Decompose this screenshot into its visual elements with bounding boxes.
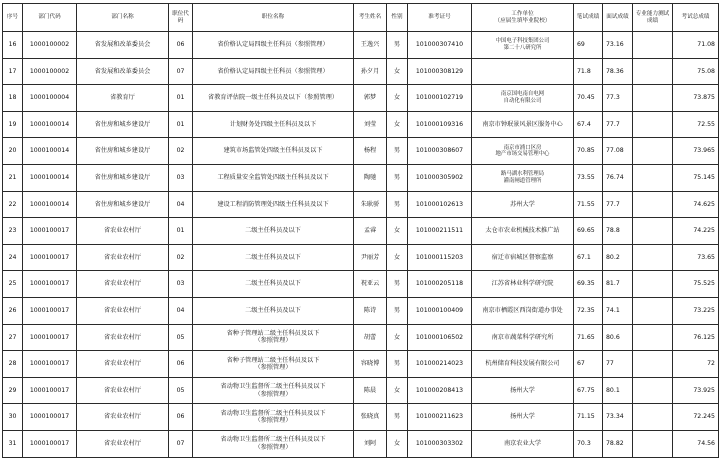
cell-pos-name-line: （参照管理）	[254, 363, 292, 371]
cell-gender: 男	[387, 164, 408, 191]
cell-dept-code: 1000100014	[23, 138, 77, 165]
cell-pos-name: 计划财务处四级主任科员及以下	[193, 111, 354, 138]
cell-pos-code: 04	[169, 297, 193, 324]
cell-exam-no: 101000100409	[408, 297, 472, 324]
cell-seq: 25	[3, 271, 23, 298]
cell-pro-score	[633, 111, 673, 138]
header-exam-no: 准考证号	[408, 4, 472, 32]
header-interview: 面试成绩	[603, 4, 633, 32]
header-work-unit	[472, 4, 574, 32]
cell-work-unit-line: 路马湖水利管理局	[500, 171, 545, 178]
cell-dept-code: 1000100014	[23, 191, 77, 218]
cell-pos-name-line: 省种子管理站二级主任科员及以下	[226, 329, 320, 337]
cell-total-score: 73.875	[673, 85, 719, 112]
cell-total-score: 76.125	[673, 324, 719, 351]
cell-dept-code: 1000100014	[23, 164, 77, 191]
cell-dept-code: 1000100017	[23, 404, 77, 431]
cell-pro-score	[633, 324, 673, 351]
cell-interview-score: 77.7	[603, 191, 633, 218]
cell-exam-no: 101000308129	[408, 58, 472, 85]
cell-interview-score: 80.2	[603, 244, 633, 271]
cell-seq: 22	[3, 191, 23, 218]
cell-pos-name	[193, 430, 354, 457]
cell-pos-name	[193, 351, 354, 378]
cell-exam-no: 101000307410	[408, 32, 472, 59]
cell-work-unit-line: 南京市蔬菜科学研究所	[491, 333, 554, 341]
cell-work-unit-line: 苏州大学	[510, 200, 535, 208]
cell-total-score: 74.625	[673, 191, 719, 218]
cell-written-score: 67.75	[574, 377, 603, 404]
cell-pos-name	[193, 377, 354, 404]
cell-written-score: 71.15	[574, 404, 603, 431]
cell-pro-score	[633, 351, 673, 378]
cell-work-unit-line: 杭州储育科技发展有限公司	[485, 360, 560, 368]
cell-interview-score: 78.36	[603, 58, 633, 85]
cell-seq: 20	[3, 138, 23, 165]
cell-dept-code: 1000100017	[23, 218, 77, 245]
cell-written-score: 70.85	[574, 138, 603, 165]
cell-work-unit-line: 扬州大学	[510, 413, 535, 421]
cell-candidate-name: 陈晨	[354, 377, 387, 404]
cell-total-score: 74.56	[673, 430, 719, 457]
cell-pro-score	[633, 32, 673, 59]
cell-candidate-name: 容晓博	[354, 351, 387, 378]
cell-dept-code: 1000100017	[23, 430, 77, 457]
cell-interview-score: 81.7	[603, 271, 633, 298]
cell-pos-name: 建设工程消防管理处四级主任科员及以下	[193, 191, 354, 218]
table-row	[3, 111, 719, 138]
cell-candidate-name: 王逸兴	[354, 32, 387, 59]
cell-written-score: 70.45	[574, 85, 603, 112]
cell-candidate-name: 刘莹	[354, 111, 387, 138]
table-row	[3, 351, 719, 378]
cell-interview-score: 78.8	[603, 218, 633, 245]
cell-seq: 17	[3, 58, 23, 85]
cell-pos-code: 06	[169, 404, 193, 431]
cell-seq: 21	[3, 164, 23, 191]
table-row	[3, 138, 719, 165]
cell-dept-code: 1000100002	[23, 32, 77, 59]
cell-dept-code: 1000100017	[23, 297, 77, 324]
cell-pro-score	[633, 191, 673, 218]
cell-seq: 26	[3, 297, 23, 324]
cell-work-unit-line: 扬州大学	[510, 386, 535, 394]
cell-exam-no: 101000305902	[408, 164, 472, 191]
cell-dept-name: 省发展和改革委员会	[77, 58, 169, 85]
cell-exam-no: 101000211623	[408, 404, 472, 431]
cell-gender: 男	[387, 191, 408, 218]
cell-pos-name-line: （参照管理）	[254, 390, 292, 398]
cell-gender: 女	[387, 324, 408, 351]
table-body	[3, 32, 719, 458]
cell-candidate-name: 孟睿	[354, 218, 387, 245]
cell-written-score: 71.55	[574, 191, 603, 218]
cell-dept-name: 省发展和改革委员会	[77, 32, 169, 59]
cell-pos-name-line: （参照管理）	[254, 417, 292, 425]
cell-work-unit	[472, 404, 574, 431]
cell-pos-code: 03	[169, 271, 193, 298]
cell-exam-no: 101000102719	[408, 85, 472, 112]
cell-seq: 16	[3, 32, 23, 59]
cell-dept-code: 1000100017	[23, 324, 77, 351]
cell-total-score: 74.225	[673, 218, 719, 245]
cell-work-unit	[472, 271, 574, 298]
cell-dept-code: 1000100017	[23, 244, 77, 271]
cell-pos-name-line: 省动物卫生监督所二级主任科员及以下	[220, 409, 326, 417]
header-total: 考试总成绩	[673, 4, 719, 32]
cell-work-unit	[472, 138, 574, 165]
cell-work-unit	[472, 111, 574, 138]
cell-gender: 男	[387, 404, 408, 431]
cell-pos-name: 省教育评估院一级主任科员及以下（参照管理）	[193, 85, 354, 112]
cell-seq: 18	[3, 85, 23, 112]
cell-total-score: 73.925	[673, 377, 719, 404]
cell-candidate-name: 孙夕月	[354, 58, 387, 85]
cell-candidate-name: 尹丽芳	[354, 244, 387, 271]
cell-dept-name: 省农业农村厅	[77, 218, 169, 245]
cell-pos-name: 省价格认定局四级主任科员（参照管理）	[193, 32, 354, 59]
cell-gender: 男	[387, 351, 408, 378]
cell-work-unit	[472, 244, 574, 271]
cell-dept-code: 1000100017	[23, 377, 77, 404]
cell-pos-code: 02	[169, 244, 193, 271]
header-seq: 序号	[3, 4, 23, 32]
cell-work-unit-line: 南京市栖霞区西岗街道办事处	[482, 307, 563, 315]
cell-pos-code: 04	[169, 191, 193, 218]
table-row	[3, 244, 719, 271]
cell-dept-name: 省住房和城乡建设厅	[77, 164, 169, 191]
table-row	[3, 218, 719, 245]
cell-work-unit	[472, 85, 574, 112]
cell-pos-name-line: （参照管理）	[254, 337, 292, 345]
cell-exam-no: 101000109316	[408, 111, 472, 138]
cell-candidate-name: 朱耿骄	[354, 191, 387, 218]
cell-interview-score: 73.16	[603, 32, 633, 59]
cell-gender: 女	[387, 85, 408, 112]
table-row	[3, 58, 719, 85]
cell-work-unit	[472, 377, 574, 404]
cell-written-score: 67	[574, 351, 603, 378]
cell-total-score: 73.965	[673, 138, 719, 165]
cell-dept-code: 1000100014	[23, 111, 77, 138]
cell-work-unit	[472, 191, 574, 218]
cell-work-unit-line: 地产市场交易管理中心	[495, 151, 550, 158]
cell-candidate-name: 刘阿	[354, 430, 387, 457]
cell-work-unit-line: 太仓市农业机械技术推广站	[485, 227, 560, 235]
cell-exam-no: 101000214023	[408, 351, 472, 378]
cell-pro-score	[633, 138, 673, 165]
cell-pos-code: 01	[169, 111, 193, 138]
cell-dept-name: 省农业农村厅	[77, 324, 169, 351]
cell-interview-score: 78.82	[603, 430, 633, 457]
cell-dept-code: 1000100017	[23, 271, 77, 298]
cell-gender: 女	[387, 244, 408, 271]
cell-written-score: 71.8	[574, 58, 603, 85]
cell-exam-no: 101000308607	[408, 138, 472, 165]
cell-pos-name-line: 省动物卫生监督所二级主任科员及以下	[220, 383, 326, 391]
cell-pos-code: 01	[169, 218, 193, 245]
table-row	[3, 377, 719, 404]
cell-written-score: 69	[574, 32, 603, 59]
header-written: 笔试成绩	[574, 4, 603, 32]
cell-pro-score	[633, 58, 673, 85]
cell-gender: 女	[387, 58, 408, 85]
cell-work-unit	[472, 297, 574, 324]
cell-exam-no: 101000102613	[408, 191, 472, 218]
cell-interview-score: 76.74	[603, 164, 633, 191]
cell-gender: 女	[387, 111, 408, 138]
header-row	[3, 4, 719, 32]
cell-pro-score	[633, 404, 673, 431]
cell-pos-code: 05	[169, 324, 193, 351]
cell-total-score: 75.08	[673, 58, 719, 85]
cell-work-unit-line: 南京市浦口区房	[503, 144, 542, 151]
cell-dept-name: 省农业农村厅	[77, 377, 169, 404]
cell-interview-score: 77.7	[603, 111, 633, 138]
cell-candidate-name: 张晓真	[354, 404, 387, 431]
cell-pro-score	[633, 271, 673, 298]
cell-work-unit	[472, 430, 574, 457]
cell-work-unit-line: 中国电子科技集团公司	[495, 38, 550, 45]
cell-interview-score: 74.1	[603, 297, 633, 324]
header-pos-name: 职位名称	[193, 4, 354, 32]
table-row	[3, 191, 719, 218]
cell-written-score: 70.3	[574, 430, 603, 457]
cell-work-unit	[472, 351, 574, 378]
header-dept-code: 部门代码	[23, 4, 77, 32]
cell-candidate-name: 陶驰	[354, 164, 387, 191]
cell-pro-score	[633, 430, 673, 457]
cell-written-score: 72.35	[574, 297, 603, 324]
cell-seq: 19	[3, 111, 23, 138]
cell-pro-score	[633, 297, 673, 324]
cell-exam-no: 101000208413	[408, 377, 472, 404]
header-work-unit-line2: （应届生填毕业院校）	[494, 17, 551, 24]
cell-pos-name: 二级主任科员及以下	[193, 297, 354, 324]
cell-written-score: 69.35	[574, 271, 603, 298]
cell-work-unit	[472, 32, 574, 59]
cell-total-score: 75.145	[673, 164, 719, 191]
cell-seq: 30	[3, 404, 23, 431]
cell-total-score: 73.225	[673, 297, 719, 324]
cell-pro-score	[633, 164, 673, 191]
cell-work-unit	[472, 58, 574, 85]
cell-work-unit-line: 灌南闸道管理所	[503, 177, 542, 184]
table-row	[3, 271, 719, 298]
cell-pos-code: 03	[169, 164, 193, 191]
cell-pos-name-line: 省种子管理站二级主任科员及以下	[226, 356, 320, 364]
cell-candidate-name: 胡蕾	[354, 324, 387, 351]
cell-pos-name: 二级主任科员及以下	[193, 271, 354, 298]
cell-pro-score	[633, 85, 673, 112]
cell-dept-name: 省农业农村厅	[77, 430, 169, 457]
cell-pos-name	[193, 324, 354, 351]
cell-work-unit	[472, 218, 574, 245]
cell-gender: 男	[387, 32, 408, 59]
cell-pro-score	[633, 218, 673, 245]
header-name: 考生姓名	[354, 4, 387, 32]
cell-gender: 女	[387, 377, 408, 404]
cell-written-score: 67.1	[574, 244, 603, 271]
cell-pos-name-line: （参照管理）	[254, 443, 292, 451]
cell-dept-name: 省农业农村厅	[77, 271, 169, 298]
header-pro-test: 专业能力测试成绩	[633, 4, 673, 32]
cell-dept-name: 省农业农村厅	[77, 297, 169, 324]
cell-interview-score: 77.08	[603, 138, 633, 165]
cell-candidate-name: 祝亚云	[354, 271, 387, 298]
table-row	[3, 164, 719, 191]
cell-pos-name: 省价格认定局四级主任科员（参照管理）	[193, 58, 354, 85]
cell-exam-no: 101000303302	[408, 430, 472, 457]
cell-pos-code: 07	[169, 58, 193, 85]
cell-pos-code: 02	[169, 138, 193, 165]
table-row	[3, 430, 719, 457]
header-dept-name: 部门名称	[77, 4, 169, 32]
cell-dept-name: 省农业农村厅	[77, 404, 169, 431]
cell-dept-name: 省住房和城乡建设厅	[77, 191, 169, 218]
cell-total-score: 72.245	[673, 404, 719, 431]
cell-seq: 23	[3, 218, 23, 245]
cell-written-score: 67.4	[574, 111, 603, 138]
cell-work-unit-line: 南京市钟珉景风景区服务中心	[482, 120, 563, 128]
cell-candidate-name: 陈诗	[354, 297, 387, 324]
cell-pos-name	[193, 404, 354, 431]
cell-pro-score	[633, 377, 673, 404]
cell-pos-name-line: 省动物卫生监督所二级主任科员及以下	[220, 436, 326, 444]
cell-pos-code: 06	[169, 32, 193, 59]
cell-seq: 27	[3, 324, 23, 351]
cell-written-score: 69.65	[574, 218, 603, 245]
cell-exam-no: 101000115203	[408, 244, 472, 271]
table-row	[3, 85, 719, 112]
header-work-unit-line1: 工作单位	[511, 10, 534, 17]
cell-work-unit-line: 宿迁市宿城区督察监察	[491, 253, 554, 261]
cell-dept-name: 省农业农村厅	[77, 351, 169, 378]
header-gender: 性别	[387, 4, 408, 32]
cell-interview-score: 77	[603, 351, 633, 378]
cell-pos-name: 二级主任科员及以下	[193, 244, 354, 271]
cell-total-score: 71.08	[673, 32, 719, 59]
cell-dept-code: 1000100017	[23, 351, 77, 378]
cell-candidate-name: 郭梦	[354, 85, 387, 112]
cell-exam-no: 101000106502	[408, 324, 472, 351]
cell-dept-code: 1000100004	[23, 85, 77, 112]
table-row	[3, 404, 719, 431]
cell-gender: 男	[387, 271, 408, 298]
cell-dept-name: 省住房和城乡建设厅	[77, 111, 169, 138]
cell-work-unit-line: 南京农业大学	[503, 440, 542, 447]
cell-work-unit-line: 第二十八研究所	[503, 44, 542, 51]
cell-seq: 28	[3, 351, 23, 378]
cell-interview-score: 77.3	[603, 85, 633, 112]
header-pos-code: 职位代码	[169, 4, 193, 32]
cell-total-score: 73.65	[673, 244, 719, 271]
cell-seq: 24	[3, 244, 23, 271]
cell-work-unit	[472, 324, 574, 351]
cell-pos-code: 01	[169, 85, 193, 112]
cell-pos-name: 建筑市场监管处四级主任科员及以下	[193, 138, 354, 165]
cell-candidate-name: 杨程	[354, 138, 387, 165]
cell-dept-name: 省农业农村厅	[77, 244, 169, 271]
cell-dept-name: 省教育厅	[77, 85, 169, 112]
cell-pos-code: 07	[169, 430, 193, 457]
cell-gender: 男	[387, 297, 408, 324]
table-row	[3, 324, 719, 351]
table-row	[3, 297, 719, 324]
cell-exam-no: 101000211511	[408, 218, 472, 245]
cell-pos-name: 工程质量安全监管处四级主任科员及以下	[193, 164, 354, 191]
cell-work-unit-line: 南京国电南自电网	[500, 91, 545, 98]
cell-interview-score: 80.6	[603, 324, 633, 351]
cell-interview-score: 80.1	[603, 377, 633, 404]
cell-pro-score	[633, 244, 673, 271]
cell-exam-no: 101000205118	[408, 271, 472, 298]
cell-work-unit-line: 江苏省林业科学研究院	[491, 280, 554, 288]
cell-seq: 31	[3, 430, 23, 457]
cell-dept-name: 省住房和城乡建设厅	[77, 138, 169, 165]
cell-written-score: 71.65	[574, 324, 603, 351]
cell-total-score: 72.55	[673, 111, 719, 138]
cell-pos-name: 二级主任科员及以下	[193, 218, 354, 245]
cell-total-score: 75.525	[673, 271, 719, 298]
cell-work-unit	[472, 164, 574, 191]
cell-seq: 29	[3, 377, 23, 404]
table-row	[3, 32, 719, 59]
cell-gender: 男	[387, 138, 408, 165]
cell-written-score: 73.55	[574, 164, 603, 191]
cell-gender: 女	[387, 218, 408, 245]
cell-total-score: 72	[673, 351, 719, 378]
cell-interview-score: 73.34	[603, 404, 633, 431]
results-table	[2, 3, 719, 458]
cell-pos-code: 05	[169, 377, 193, 404]
cell-pos-code: 06	[169, 351, 193, 378]
cell-dept-code: 1000100002	[23, 58, 77, 85]
cell-gender: 女	[387, 430, 408, 457]
cell-work-unit-line: 自动化有限公司	[503, 97, 542, 104]
